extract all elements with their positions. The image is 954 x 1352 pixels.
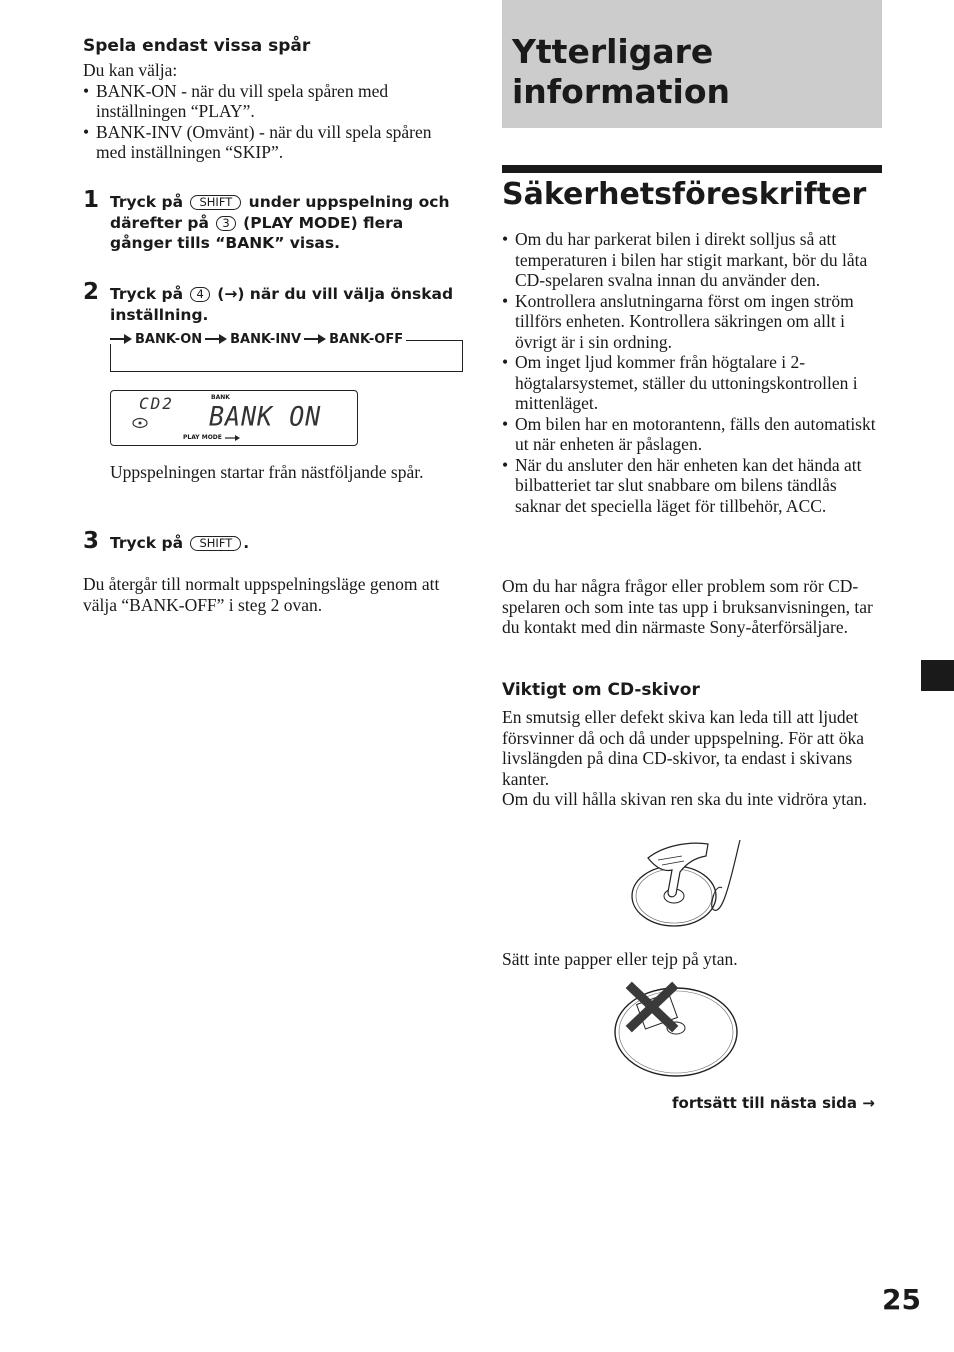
list-item: • Om bilen har en motorantenn, fälls den automatiskt ut när enheten är påslagen. [502, 414, 882, 455]
lcd-display-illustration [110, 390, 358, 446]
lcd-arrow-icon [225, 434, 241, 442]
lcd-play-mode-indicator: PLAY MODE [183, 434, 222, 441]
step-number: 2 [83, 279, 100, 305]
list-item: • Kontrollera anslutningarna först om ingen ström tillförs enheten. Kontrollera säkringen om allt i övrigt är i sin ordning. [502, 291, 882, 353]
step-text-part: Tryck på [110, 285, 184, 303]
step-text-part: under uppspelning och därefter på [110, 193, 450, 232]
cycle-row [110, 328, 406, 350]
step-2-text [110, 284, 465, 325]
step-text-part: ) när du vill välja önskad inställning. [110, 285, 454, 324]
closing-text: Du återgår till normalt uppspelningsläge genom att välja “BANK-OFF” i steg 2 ovan. [83, 574, 440, 615]
after-display-text: Uppspelningen startar från nästföljande spår. [110, 462, 424, 482]
list-item: • BANK-INV (Omvänt) - när du vill spela spåren med inställningen “SKIP”. [83, 122, 463, 163]
section-heading-play-selected: Spela endast vissa spår [83, 36, 311, 56]
cd-care-heading: Viktigt om CD-skivor [502, 680, 700, 700]
arrow-right-icon [205, 334, 227, 344]
flow-label-bank-on: BANK-ON [132, 332, 205, 347]
safety-list [502, 229, 882, 516]
cd-care-text-2: Om du vill hålla skivan ren ska du inte vidröra ytan. [502, 789, 867, 809]
tape-warning-text: Sätt inte papper eller tejp på ytan. [502, 949, 738, 969]
right-arrow-icon: → [224, 285, 238, 303]
step-text-part: ( [217, 285, 225, 303]
list-item: • Om inget ljud kommer från högtalare i 2-högtalarsystemet, ställer du uttoningskontrollen i mittenläget. [502, 352, 882, 414]
list-item: • När du ansluter den här enheten kan det hända att bilbatteriet tar slut snabbare om bilens tändlås saknar det speciella läget för tillbehör, ACC. [502, 455, 882, 517]
section-rule [502, 165, 882, 173]
page-number: 25 [882, 1283, 921, 1316]
right-arrow-icon: → [862, 1094, 875, 1112]
continue-next-page [672, 1094, 875, 1112]
step-number: 3 [83, 528, 100, 554]
page-title: Ytterligare information [512, 32, 731, 111]
intro-text: Du kan välja: [83, 60, 178, 80]
lcd-cd-number: CD2 [139, 394, 174, 413]
disc-with-tape-crossed-illustration [610, 980, 742, 1080]
bank-mode-cycle-diagram [110, 328, 463, 372]
hand-holding-disc-illustration [628, 836, 744, 932]
bank-options-list [83, 81, 463, 163]
section-title: Säkerhetsföreskrifter [502, 177, 867, 212]
arrow-right-icon [110, 334, 132, 344]
lcd-bank-indicator: BANK [211, 394, 230, 401]
cd-care-text [502, 707, 882, 810]
step-1-text [110, 192, 465, 254]
step-text-part: . [243, 534, 250, 552]
number-3-key-icon: 3 [216, 216, 235, 231]
continue-label: fortsätt till nästa sida [672, 1094, 858, 1112]
step-text-part: Tryck på [110, 534, 184, 552]
intro-block [83, 60, 463, 163]
flow-label-bank-inv: BANK-INV [227, 332, 304, 347]
section-tab-marker [921, 660, 954, 691]
step-number: 1 [83, 187, 100, 213]
step-text-part: (PLAY MODE) flera gånger tills “BANK” visas. [110, 213, 404, 252]
step-text-part: Tryck på [110, 193, 184, 211]
step-3-text [110, 533, 465, 554]
arrow-right-icon [304, 334, 326, 344]
flow-label-bank-off: BANK-OFF [326, 332, 406, 347]
list-item: • Om du har parkerat bilen i direkt solljus så att temperaturen i bilen har stigit markant, bör du låta CD-spelaren svalna innan du använder den. [502, 229, 882, 291]
shift-key-icon: SHIFT [190, 536, 241, 551]
cd-care-text-1: En smutsig eller defekt skiva kan leda till att ljudet försvinner då och då under uppspelning. För att öka livslängden på dina CD-skivor, ta endast i skivans kanter. [502, 707, 865, 789]
list-item: • BANK-ON - när du vill spela spåren med inställningen “PLAY”. [83, 81, 463, 122]
contact-paragraph: Om du har några frågor eller problem som rör CD-spelaren och som inte tas upp i bruksanvisningen, tar du kontakt med din närmaste Sony-återförsäljare. [502, 576, 873, 637]
disc-icon [131, 417, 149, 429]
shift-key-icon: SHIFT [190, 195, 241, 210]
lcd-main-text: BANK ON [209, 401, 322, 432]
number-4-key-icon: 4 [190, 287, 209, 302]
